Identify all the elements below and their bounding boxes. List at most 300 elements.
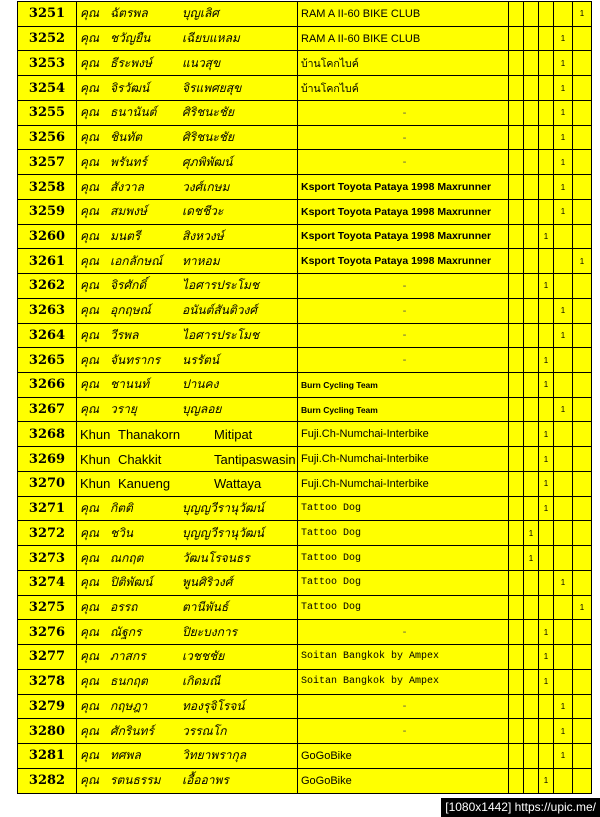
rider-title: คุณ [80, 748, 100, 763]
category-mark [573, 447, 592, 472]
category-mark: 1 [539, 224, 554, 249]
team-name: Tattoo Dog [298, 595, 509, 620]
category-mark [573, 620, 592, 645]
category-mark [524, 76, 539, 101]
rider-title: Khun [80, 476, 111, 492]
rider-title: คุณ [80, 674, 100, 689]
table-row [18, 620, 592, 645]
rider-last-name: เฉียบแหลม [182, 31, 240, 46]
rider-last-name: ปิยะบงการ [182, 624, 238, 639]
category-mark [539, 595, 554, 620]
category-mark [573, 150, 592, 175]
rider-name [77, 348, 298, 373]
rider-first-name: ชวัญยืน [110, 31, 151, 46]
category-mark [509, 224, 524, 249]
category-mark [539, 51, 554, 76]
bib-number: 3282 [18, 768, 77, 793]
category-mark [573, 719, 592, 744]
rider-last-name: นรรัตน์ [182, 352, 220, 367]
team-name: Burn Cycling Team [298, 397, 509, 422]
category-mark [539, 26, 554, 51]
category-mark [554, 645, 573, 670]
rider-last-name: สิงหวงษ์ [182, 228, 224, 243]
rider-name [77, 51, 298, 76]
category-mark [573, 768, 592, 793]
category-mark [524, 471, 539, 496]
category-mark: 1 [539, 620, 554, 645]
category-mark [524, 669, 539, 694]
rider-title: คุณ [80, 154, 100, 169]
bib-number: 3270 [18, 471, 77, 496]
rider-first-name: ปิติพัฒน์ [110, 575, 153, 590]
rider-last-name: ไอศารประโมช [182, 327, 260, 342]
team-name: Tattoo Dog [298, 521, 509, 546]
category-mark [524, 595, 539, 620]
category-mark [539, 744, 554, 769]
bib-number: 3267 [18, 397, 77, 422]
category-mark [509, 274, 524, 299]
bib-number: 3264 [18, 323, 77, 348]
category-mark [509, 669, 524, 694]
category-mark [524, 620, 539, 645]
rider-first-name: สังวาล [110, 179, 145, 194]
rider-first-name: อรรถ [110, 599, 138, 614]
rider-last-name: วัฒนโรจนธร [182, 550, 250, 565]
bib-number: 3271 [18, 496, 77, 521]
bib-number: 3280 [18, 719, 77, 744]
bib-number: 3256 [18, 125, 77, 150]
team-name: RAM A II-60 BIKE CLUB [298, 2, 509, 27]
team-name: Soitan Bangkok by Ampex [298, 645, 509, 670]
watermark: [1080x1442] https://upic.me/ [441, 798, 600, 817]
rider-first-name: วรายุ [110, 402, 137, 417]
rider-name [77, 373, 298, 398]
category-mark [509, 744, 524, 769]
category-mark [539, 199, 554, 224]
bib-number: 3258 [18, 175, 77, 200]
rider-name [77, 471, 298, 496]
table-row [18, 76, 592, 101]
rider-last-name: Tantipaswasin [214, 451, 296, 467]
bib-number: 3268 [18, 422, 77, 447]
category-mark [509, 397, 524, 422]
bib-number: 3263 [18, 298, 77, 323]
table-row [18, 26, 592, 51]
rider-first-name: จันทรากร [110, 352, 161, 367]
rider-title: คุณ [80, 6, 100, 21]
rider-title: คุณ [80, 55, 100, 70]
category-mark: 1 [554, 744, 573, 769]
rider-last-name: ตานีพันธ์ [182, 599, 229, 614]
bib-number: 3266 [18, 373, 77, 398]
rider-title: คุณ [80, 278, 100, 293]
team-name: RAM A II-60 BIKE CLUB [298, 26, 509, 51]
rider-title: คุณ [80, 105, 100, 120]
category-mark [524, 645, 539, 670]
rider-title: คุณ [80, 80, 100, 95]
category-mark [524, 397, 539, 422]
category-mark: 1 [554, 175, 573, 200]
category-mark [509, 2, 524, 27]
bib-number: 3275 [18, 595, 77, 620]
category-mark [554, 249, 573, 274]
table-row [18, 719, 592, 744]
category-mark [524, 125, 539, 150]
rider-title: คุณ [80, 723, 100, 738]
team-name: - [298, 620, 509, 645]
category-mark [554, 471, 573, 496]
category-mark: 1 [573, 595, 592, 620]
category-mark [509, 570, 524, 595]
team-name: - [298, 298, 509, 323]
rider-first-name: ณกฤต [110, 550, 144, 565]
rider-name [77, 150, 298, 175]
category-mark: 1 [554, 125, 573, 150]
rider-first-name: สมพงษ์ [110, 204, 147, 219]
table-row [18, 249, 592, 274]
category-mark [509, 348, 524, 373]
category-mark [573, 373, 592, 398]
table-row [18, 595, 592, 620]
category-mark [554, 620, 573, 645]
rider-last-name: อนันต์สันติวงศ์ [182, 303, 257, 318]
category-mark: 1 [573, 2, 592, 27]
team-name: Soitan Bangkok by Ampex [298, 669, 509, 694]
team-name: - [298, 719, 509, 744]
rider-first-name: ศักรินทร์ [110, 723, 154, 738]
bib-number: 3272 [18, 521, 77, 546]
category-mark [524, 447, 539, 472]
rider-first-name: ธนกฤต [110, 674, 148, 689]
category-mark [524, 274, 539, 299]
category-mark [554, 447, 573, 472]
table-row [18, 496, 592, 521]
rider-name [77, 298, 298, 323]
rider-first-name: ณัฐกร [110, 624, 142, 639]
rider-title: คุณ [80, 575, 100, 590]
rider-name [77, 620, 298, 645]
rider-last-name: บุญเลิศ [182, 6, 219, 21]
rider-name [77, 422, 298, 447]
category-mark [554, 595, 573, 620]
rider-last-name: แนวสุข [182, 55, 221, 70]
rider-title: คุณ [80, 501, 100, 516]
rider-title: คุณ [80, 773, 100, 788]
category-mark: 1 [554, 323, 573, 348]
category-mark [524, 2, 539, 27]
category-mark [524, 422, 539, 447]
category-mark: 1 [573, 249, 592, 274]
category-mark [509, 422, 524, 447]
category-mark [539, 397, 554, 422]
table-row [18, 373, 592, 398]
rider-name [77, 274, 298, 299]
rider-first-name: Thanakorn [118, 426, 181, 442]
category-mark [509, 471, 524, 496]
category-mark [509, 447, 524, 472]
rider-name [77, 546, 298, 571]
category-mark: 1 [554, 694, 573, 719]
category-mark [524, 373, 539, 398]
category-mark [573, 744, 592, 769]
category-mark [524, 298, 539, 323]
team-name: Ksport Toyota Pataya 1998 Maxrunner [298, 249, 509, 274]
category-mark [524, 175, 539, 200]
category-mark [573, 570, 592, 595]
rider-last-name: วิทยาพรากุล [182, 748, 247, 763]
category-mark [554, 546, 573, 571]
table-row [18, 422, 592, 447]
team-name: GoGoBike [298, 744, 509, 769]
rider-last-name: บุญญวีรานุวัฒน์ [182, 525, 264, 540]
category-mark [573, 645, 592, 670]
rider-last-name: Wattaya [214, 476, 262, 492]
category-mark [573, 669, 592, 694]
bib-number: 3252 [18, 26, 77, 51]
table-row [18, 397, 592, 422]
category-mark [573, 496, 592, 521]
category-mark [573, 26, 592, 51]
category-mark [573, 397, 592, 422]
category-mark: 1 [539, 768, 554, 793]
rider-title: Khun [80, 426, 111, 442]
rider-last-name: ทาหอม [182, 253, 220, 268]
category-mark [554, 496, 573, 521]
category-mark: 1 [539, 373, 554, 398]
category-mark [524, 694, 539, 719]
category-mark: 1 [554, 199, 573, 224]
bib-number: 3274 [18, 570, 77, 595]
category-mark: 1 [539, 348, 554, 373]
category-mark [554, 373, 573, 398]
rider-name [77, 76, 298, 101]
team-name: Fuji.Ch-Numchai-Interbike [298, 422, 509, 447]
table-row [18, 669, 592, 694]
category-mark [573, 100, 592, 125]
category-mark [554, 768, 573, 793]
category-mark [573, 694, 592, 719]
team-name: Ksport Toyota Pataya 1998 Maxrunner [298, 175, 509, 200]
table-row [18, 471, 592, 496]
category-mark [524, 26, 539, 51]
category-mark: 1 [554, 26, 573, 51]
category-mark [573, 546, 592, 571]
bib-number: 3262 [18, 274, 77, 299]
bib-number: 3273 [18, 546, 77, 571]
team-name: - [298, 150, 509, 175]
category-mark: 1 [539, 496, 554, 521]
rider-name [77, 744, 298, 769]
category-mark [573, 76, 592, 101]
category-mark [554, 422, 573, 447]
rider-first-name: พรันทร์ [110, 154, 147, 169]
category-mark [524, 224, 539, 249]
rider-first-name: จิรวัฒน์ [110, 80, 150, 95]
rider-title: คุณ [80, 377, 100, 392]
rider-title: คุณ [80, 624, 100, 639]
rider-first-name: ธีระพงษ์ [110, 55, 152, 70]
rider-name [77, 397, 298, 422]
team-name: บ้านโคกไบค์ [298, 76, 509, 101]
table-row [18, 150, 592, 175]
rider-name [77, 496, 298, 521]
rider-first-name: ภาสกร [110, 649, 146, 664]
rider-last-name: บุญญวีรานุวัฒน์ [182, 501, 264, 516]
category-mark [509, 719, 524, 744]
rider-title: คุณ [80, 525, 100, 540]
rider-first-name: Kanueng [118, 476, 171, 492]
category-mark: 1 [539, 422, 554, 447]
team-name: Tattoo Dog [298, 496, 509, 521]
rider-name [77, 521, 298, 546]
category-mark: 1 [554, 570, 573, 595]
rider-last-name: ทองรุจิโรจน์ [182, 698, 245, 713]
category-mark [539, 546, 554, 571]
category-mark [573, 274, 592, 299]
category-mark [509, 546, 524, 571]
category-mark [573, 199, 592, 224]
table-row [18, 546, 592, 571]
rider-last-name: วรรณโก [182, 723, 227, 738]
category-mark [509, 249, 524, 274]
rider-name [77, 199, 298, 224]
rider-title: คุณ [80, 649, 100, 664]
category-mark [539, 323, 554, 348]
category-mark: 1 [539, 274, 554, 299]
category-mark [554, 2, 573, 27]
category-mark [539, 100, 554, 125]
table-row [18, 51, 592, 76]
category-mark: 1 [554, 719, 573, 744]
category-mark [573, 175, 592, 200]
category-mark [524, 150, 539, 175]
category-mark [524, 496, 539, 521]
team-name: - [298, 125, 509, 150]
rider-first-name: กิตติ [110, 501, 133, 516]
rider-first-name: ชานนท์ [110, 377, 150, 392]
category-mark [524, 570, 539, 595]
category-mark: 1 [539, 669, 554, 694]
category-mark: 1 [554, 150, 573, 175]
rider-name [77, 447, 298, 472]
rider-name [77, 2, 298, 27]
rider-title: คุณ [80, 179, 100, 194]
rider-last-name: พูนศิริวงศ์ [182, 575, 233, 590]
table-row [18, 175, 592, 200]
rider-name [77, 323, 298, 348]
rider-name [77, 719, 298, 744]
category-mark [524, 768, 539, 793]
category-mark: 1 [554, 76, 573, 101]
category-mark [524, 51, 539, 76]
category-mark: 1 [554, 51, 573, 76]
rider-first-name: ธนานันต์ [110, 105, 157, 120]
bib-number: 3265 [18, 348, 77, 373]
table-row [18, 125, 592, 150]
category-mark [509, 323, 524, 348]
category-mark [539, 125, 554, 150]
bib-number: 3257 [18, 150, 77, 175]
table-row [18, 224, 592, 249]
category-mark [509, 373, 524, 398]
registration-table [17, 1, 592, 794]
category-mark [554, 274, 573, 299]
category-mark [539, 2, 554, 27]
table-row [18, 274, 592, 299]
rider-title: คุณ [80, 698, 100, 713]
rider-first-name: กฤษฎา [110, 698, 148, 713]
team-name: Fuji.Ch-Numchai-Interbike [298, 471, 509, 496]
rider-first-name: อุกฤษณ์ [110, 303, 151, 318]
category-mark [573, 471, 592, 496]
category-mark [539, 719, 554, 744]
rider-last-name: เดชชีวะ [182, 204, 224, 219]
rider-name [77, 100, 298, 125]
rider-last-name: ปานคง [182, 377, 219, 392]
rider-title: Khun [80, 451, 111, 467]
rider-first-name: เอกลักษณ์ [110, 253, 163, 268]
category-mark [554, 224, 573, 249]
category-mark [539, 298, 554, 323]
rider-last-name: Mitipat [214, 426, 253, 442]
category-mark [509, 694, 524, 719]
rider-last-name: บุญลอย [182, 402, 222, 417]
team-name: - [298, 694, 509, 719]
rider-title: คุณ [80, 130, 100, 145]
table-row [18, 323, 592, 348]
bib-number: 3259 [18, 199, 77, 224]
table-row [18, 570, 592, 595]
rider-name [77, 669, 298, 694]
team-name: บ้านโคกไบค์ [298, 51, 509, 76]
category-mark: 1 [539, 471, 554, 496]
category-mark [539, 249, 554, 274]
category-mark [509, 76, 524, 101]
team-name: Tattoo Dog [298, 570, 509, 595]
rider-name [77, 645, 298, 670]
table-row [18, 447, 592, 472]
rider-last-name: ศุภพิพัฒน์ [182, 154, 233, 169]
team-name: Ksport Toyota Pataya 1998 Maxrunner [298, 199, 509, 224]
rider-title: คุณ [80, 352, 100, 367]
bib-number: 3278 [18, 669, 77, 694]
bib-number: 3269 [18, 447, 77, 472]
category-mark [539, 521, 554, 546]
bib-number: 3281 [18, 744, 77, 769]
rider-name [77, 125, 298, 150]
table-row [18, 694, 592, 719]
category-mark [554, 348, 573, 373]
bib-number: 3276 [18, 620, 77, 645]
category-mark [509, 595, 524, 620]
category-mark [573, 422, 592, 447]
category-mark [509, 496, 524, 521]
team-name: Burn Cycling Team [298, 373, 509, 398]
rider-name [77, 26, 298, 51]
table-row [18, 348, 592, 373]
rider-title: คุณ [80, 599, 100, 614]
team-name: - [298, 100, 509, 125]
rider-last-name: ศิริชนะชัย [182, 130, 235, 145]
rider-title: คุณ [80, 228, 100, 243]
rider-last-name: เอื้ออาพร [182, 773, 229, 788]
category-mark [524, 249, 539, 274]
category-mark [573, 521, 592, 546]
rider-first-name: ชินทัต [110, 130, 143, 145]
table-row [18, 744, 592, 769]
table-row [18, 768, 592, 793]
category-mark [539, 175, 554, 200]
